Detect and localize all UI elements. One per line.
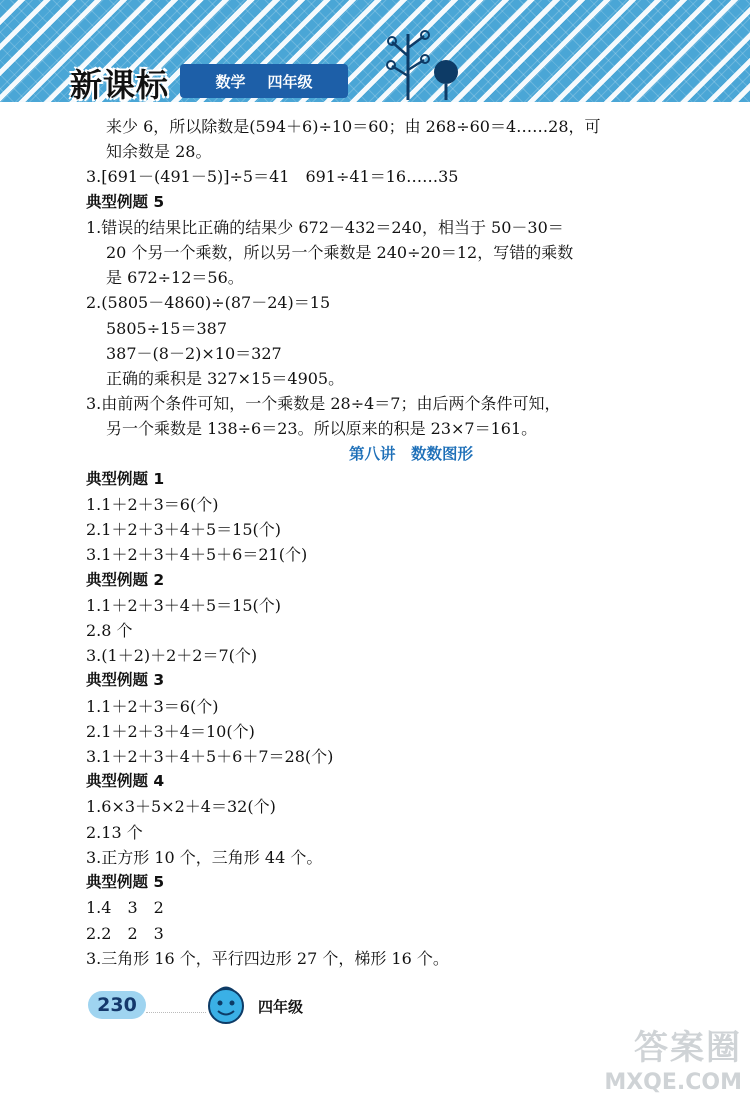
tree-icon bbox=[380, 26, 460, 100]
text-line: 2.13 个 bbox=[86, 822, 143, 842]
page-header bbox=[0, 0, 750, 102]
text-line: 2.8 个 bbox=[86, 621, 133, 641]
text-line: 20 个另一个乘数，所以另一个乘数是 240÷20＝12，写错的乘数 bbox=[106, 243, 574, 263]
text-line: 1.4 3 2 bbox=[86, 898, 164, 918]
text-line: 2.1＋2＋3＋4＝10(个) bbox=[86, 721, 255, 741]
text-line: 另一个乘数是 138÷6＝23。所以原来的积是 23×7＝161。 bbox=[106, 419, 538, 439]
text-line: 5805÷15＝387 bbox=[106, 318, 228, 338]
smiley-mascot-icon bbox=[204, 982, 248, 1026]
text-line: 3.由前两个条件可知，一个乘数是 28÷4＝7；由后两个条件可知， bbox=[86, 394, 561, 414]
example-heading: 典型例题 2 bbox=[86, 570, 165, 589]
text-line: 387－(8－2)×10＝327 bbox=[106, 343, 282, 363]
grade-label: 四年级 bbox=[267, 72, 313, 91]
text-line: 3.1＋2＋3＋4＋5＋6＝21(个) bbox=[86, 545, 308, 565]
text-line: 2.2 2 3 bbox=[86, 923, 164, 943]
watermark-url-text: MXQE.COM bbox=[604, 1070, 742, 1095]
text-line: 3.三角形 16 个，平行四边形 27 个，梯形 16 个。 bbox=[86, 948, 449, 968]
text-line: 3.1＋2＋3＋4＋5＋6＋7＝28(个) bbox=[86, 747, 334, 767]
text-line: 1.1＋2＋3＝6(个) bbox=[86, 495, 219, 515]
subject-banner bbox=[180, 64, 348, 98]
text-line: 3.[691－(491－5)]÷5＝41 691÷41＝16……35 bbox=[86, 167, 459, 187]
text-line: 来少 6，所以除数是(594＋6)÷10＝60；由 268÷60＝4……28，可 bbox=[106, 117, 601, 136]
text-line: 3.(1＋2)＋2＋2＝7(个) bbox=[86, 646, 258, 666]
text-line: 正确的乘积是 327×15＝4905。 bbox=[106, 369, 345, 389]
text-line: 知余数是 28。 bbox=[106, 142, 212, 162]
footer-divider bbox=[146, 1012, 206, 1013]
text-line: 1.错误的结果比正确的结果少 672－432＝240，相当于 50－30＝ bbox=[86, 217, 564, 237]
watermark-logo-text: 答案圈 bbox=[634, 1028, 742, 1068]
text-line: 2.1＋2＋3＋4＋5＝15(个) bbox=[86, 520, 282, 540]
example-heading: 典型例题 1 bbox=[86, 469, 165, 488]
text-line: 1.1＋2＋3＝6(个) bbox=[86, 696, 219, 716]
section-title: 第八讲 数数图形 bbox=[348, 444, 473, 463]
text-line: 2.(5805－4860)÷(87－24)＝15 bbox=[86, 293, 331, 313]
subject-label: 数学 bbox=[215, 72, 246, 91]
text-line: 是 672÷12＝56。 bbox=[106, 268, 244, 288]
example-heading: 典型例题 3 bbox=[86, 671, 165, 690]
text-line: 1.6×3＋5×2＋4＝32(个) bbox=[86, 797, 276, 817]
example-heading: 典型例题 5 bbox=[86, 192, 165, 211]
text-line: 3.正方形 10 个，三角形 44 个。 bbox=[86, 847, 323, 867]
text-line: 1.1＋2＋3＋4＋5＝15(个) bbox=[86, 595, 282, 615]
site-watermark bbox=[604, 1020, 746, 1102]
example-heading: 典型例题 5 bbox=[86, 873, 165, 892]
example-heading: 典型例题 4 bbox=[86, 772, 165, 791]
answer-content bbox=[86, 114, 686, 971]
brand-title: 新课标 bbox=[70, 66, 170, 102]
page-number: 230 bbox=[88, 991, 146, 1019]
footer-grade-label: 四年级 bbox=[258, 998, 304, 1016]
